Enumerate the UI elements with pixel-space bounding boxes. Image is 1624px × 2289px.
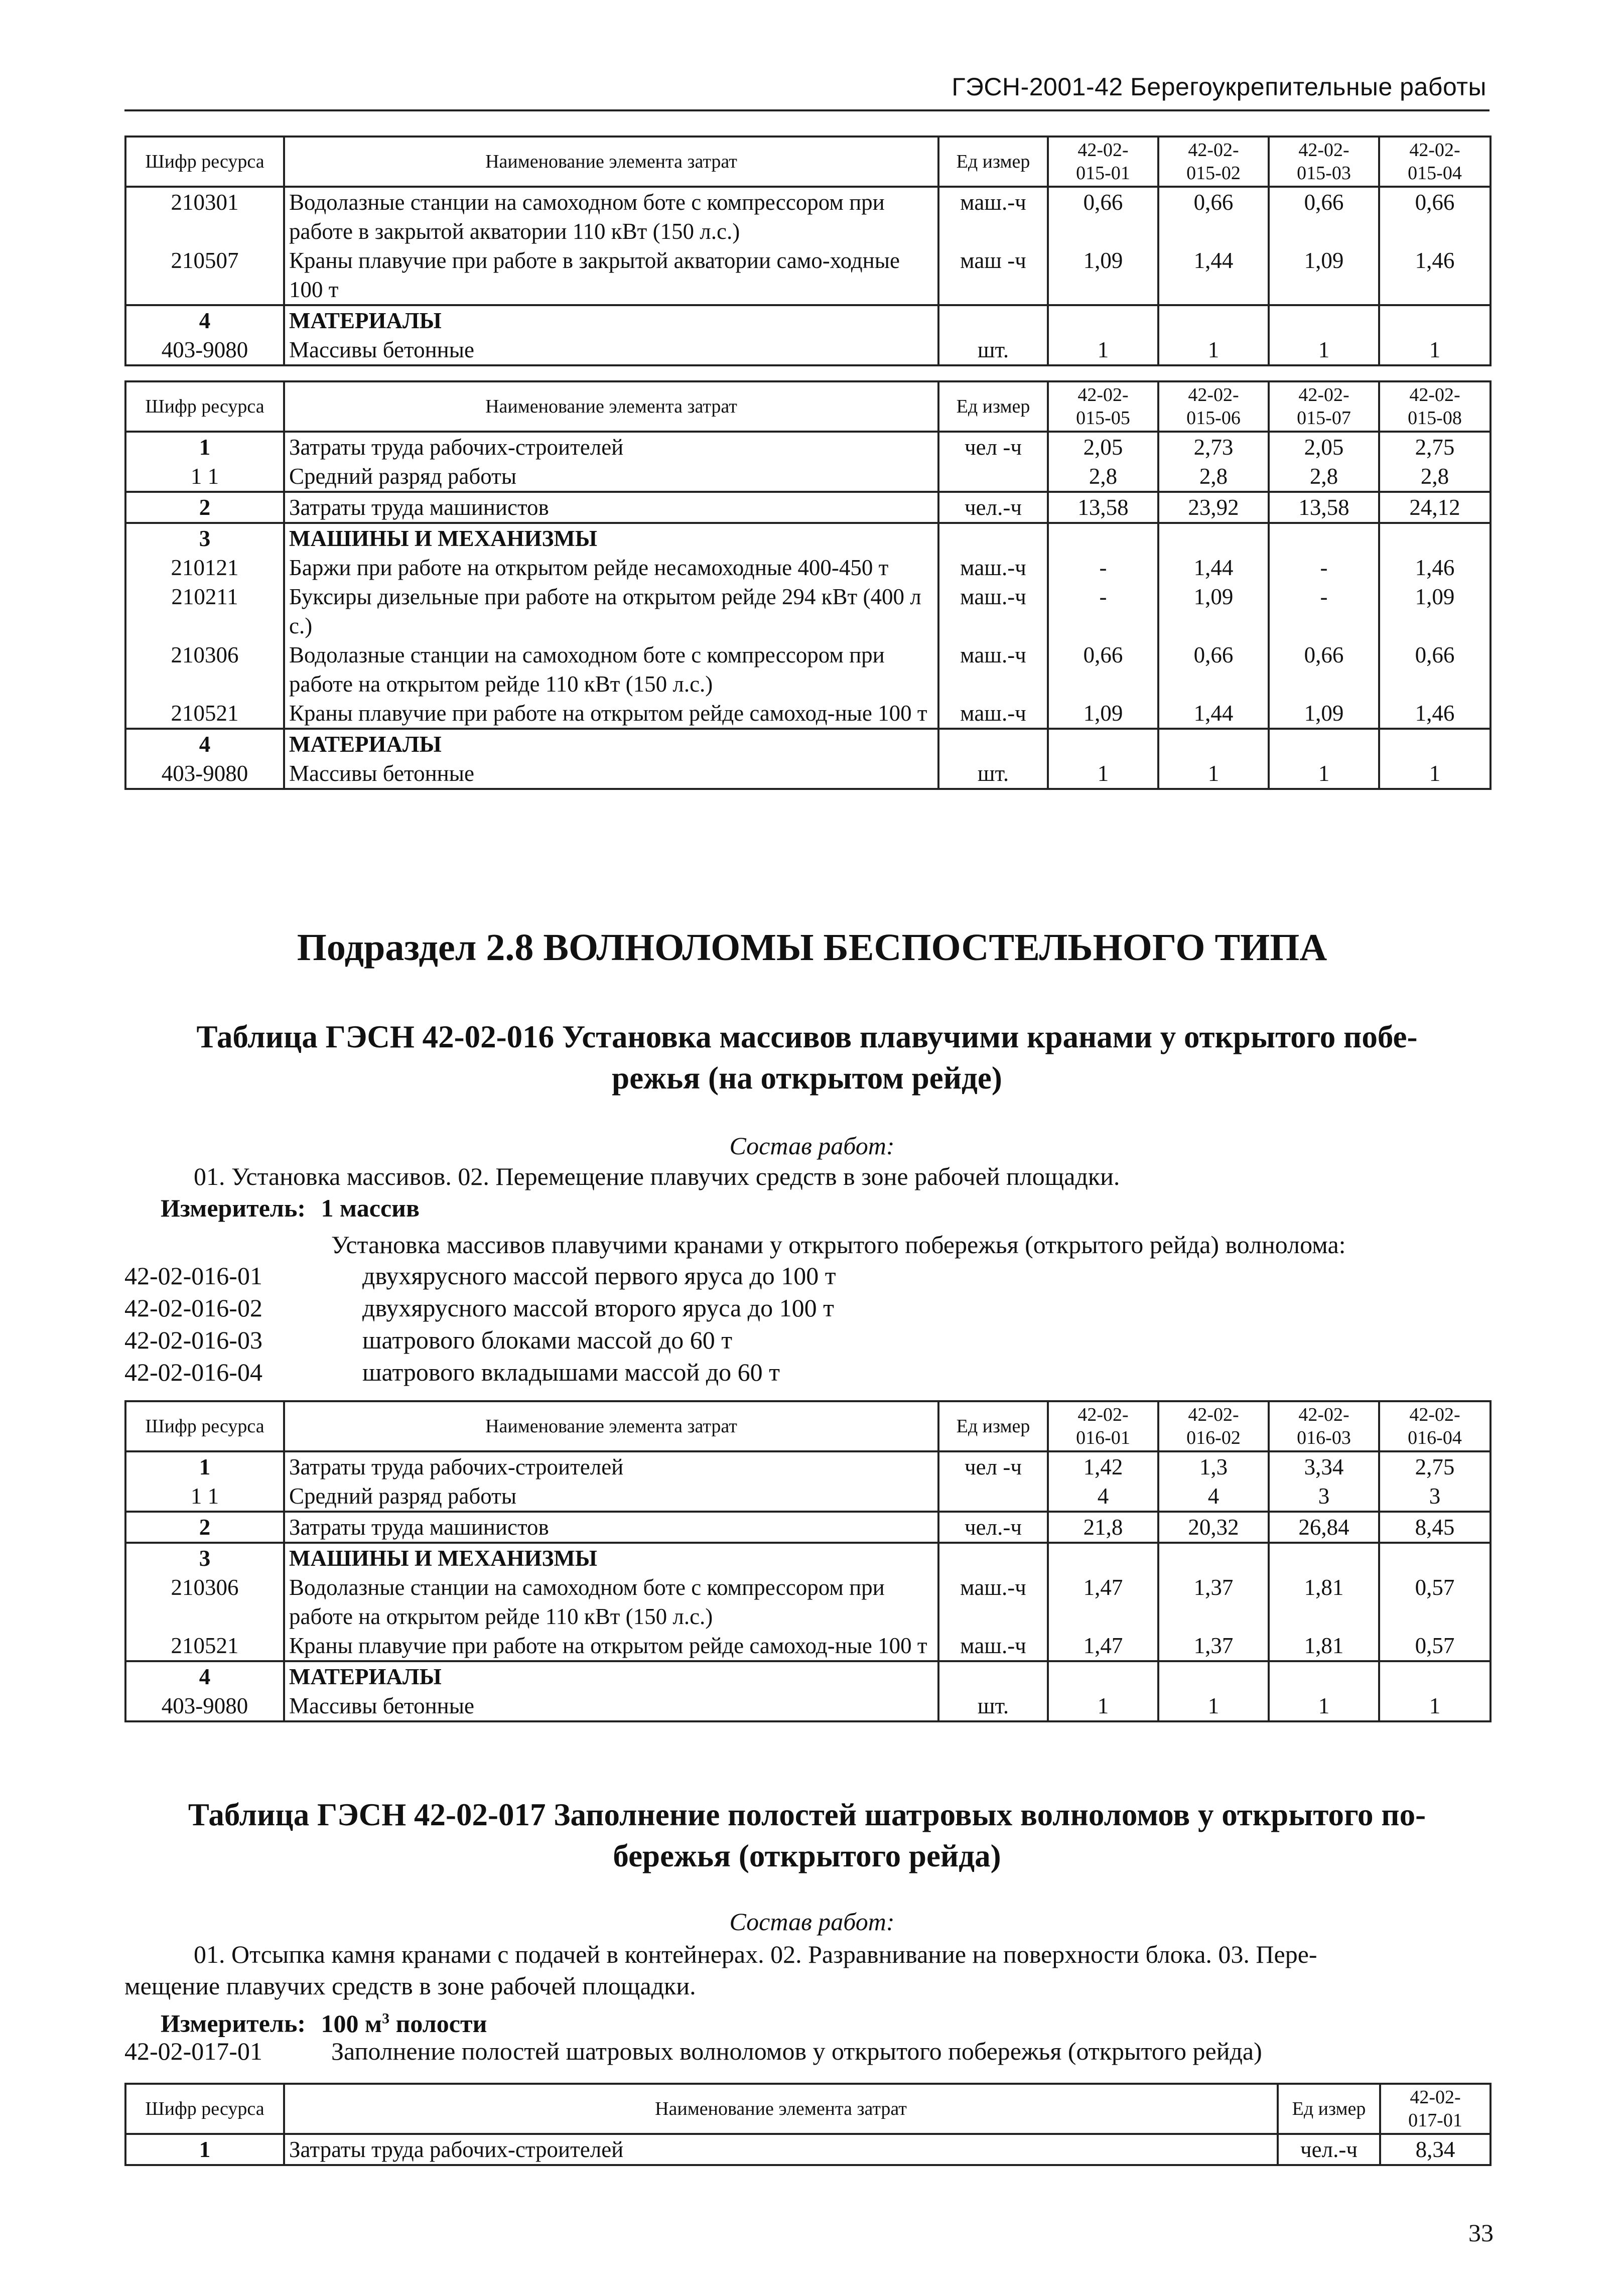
cell-name: МАТЕРИАЛЫ bbox=[284, 305, 938, 335]
cell-code: 4 bbox=[125, 729, 284, 759]
item-code: 42-02-016-04 bbox=[124, 1358, 262, 1386]
cell-value: - bbox=[1048, 582, 1158, 640]
cell-name: Водолазные станции на самоходном боте с компрессором при работе в закрытой акватории 110 кВт (150 л.с.) bbox=[284, 187, 938, 246]
cell-value bbox=[1269, 1661, 1379, 1691]
cell-unit: маш.-ч bbox=[938, 582, 1048, 640]
cell-value: 1,44 bbox=[1158, 246, 1269, 305]
cell-value: 1,44 bbox=[1158, 553, 1269, 582]
cell-code: 3 bbox=[125, 1543, 284, 1573]
cell-unit: чел -ч bbox=[938, 1451, 1048, 1482]
cell-unit: чел -ч bbox=[938, 432, 1048, 462]
table-016 bbox=[124, 1400, 1492, 1722]
table-row bbox=[125, 246, 1491, 305]
cell-unit: маш.-ч bbox=[938, 1573, 1048, 1631]
cell-value: 1,46 bbox=[1379, 553, 1491, 582]
cell-value: 2,75 bbox=[1379, 432, 1491, 462]
cell-code: 210121 bbox=[125, 553, 284, 582]
cell-code: 210507 bbox=[125, 246, 284, 305]
cell-value: 1 bbox=[1158, 1691, 1269, 1721]
cell-value: 8,34 bbox=[1380, 2134, 1491, 2165]
cell-value: 2,73 bbox=[1158, 432, 1269, 462]
cell-unit: маш.-ч bbox=[938, 699, 1048, 729]
cell-value: 1,81 bbox=[1269, 1631, 1379, 1661]
cell-unit bbox=[938, 305, 1048, 335]
meter-value: 1 массив bbox=[321, 1194, 420, 1222]
cell-value bbox=[1379, 1543, 1491, 1573]
cell-value: 20,32 bbox=[1158, 1512, 1269, 1543]
cell-name: Водолазные станции на самоходном боте с компрессором при работе на открытом рейде 110 кВт (150 л.с.) bbox=[284, 1573, 938, 1631]
cell-code: 4 bbox=[125, 1661, 284, 1691]
page-header bbox=[124, 69, 1490, 111]
meter-value bbox=[321, 2009, 487, 2038]
intro-line: Установка массивов плавучими кранами у открытого побережья (открытого рейда) волнолома: bbox=[331, 1231, 1346, 1259]
cell-value bbox=[1269, 305, 1379, 335]
table-016-title-line1: Таблица ГЭСН 42-02-016 Установка массивов плавучими кранами у открытого побе- bbox=[196, 1019, 1418, 1054]
page-number: 33 bbox=[1468, 2219, 1494, 2247]
cell-code: 1 1 bbox=[125, 462, 284, 492]
cell-value: 1,47 bbox=[1048, 1631, 1158, 1661]
cell-value: 1,81 bbox=[1269, 1573, 1379, 1631]
cell-value bbox=[1269, 1543, 1379, 1573]
composition-label: Состав работ: bbox=[729, 1908, 895, 1936]
cell-value: 1,47 bbox=[1048, 1573, 1158, 1631]
meter-label: Измеритель: bbox=[161, 2009, 306, 2038]
cell-value: 0,66 bbox=[1269, 187, 1379, 246]
table-row bbox=[125, 699, 1491, 729]
item-code: 42-02-016-01 bbox=[124, 1262, 262, 1290]
cell-name: Затраты труда рабочих-строителей bbox=[284, 432, 938, 462]
cell-value: 2,75 bbox=[1379, 1451, 1491, 1482]
cell-value: 1 bbox=[1048, 335, 1158, 365]
meter-value-prefix: 100 м bbox=[321, 2009, 382, 2038]
col-4-header: 42-02- 015-04 bbox=[1379, 137, 1491, 187]
col-code-header: Шифр ресурса bbox=[125, 1401, 284, 1451]
cell-value: 8,45 bbox=[1379, 1512, 1491, 1543]
cell-unit bbox=[938, 1543, 1048, 1573]
col-2-header: 42-02- 016-02 bbox=[1158, 1401, 1269, 1451]
cell-value bbox=[1269, 729, 1379, 759]
item-code: 42-02-016-02 bbox=[124, 1294, 262, 1322]
cell-unit: маш.-ч bbox=[938, 1631, 1048, 1661]
cell-value: 24,12 bbox=[1379, 492, 1491, 523]
cell-unit: чел.-ч bbox=[938, 1512, 1048, 1543]
cell-unit: чел.-ч bbox=[1278, 2134, 1380, 2165]
cell-value: 1 bbox=[1379, 335, 1491, 365]
cell-code: 210521 bbox=[125, 1631, 284, 1661]
item-code: 42-02-017-01 bbox=[124, 2037, 262, 2065]
table-row bbox=[125, 523, 1491, 553]
cell-unit: шт. bbox=[938, 335, 1048, 365]
cell-value bbox=[1158, 1661, 1269, 1691]
cell-value bbox=[1379, 729, 1491, 759]
table-row bbox=[125, 1451, 1491, 1482]
cell-value: 1 bbox=[1269, 1691, 1379, 1721]
col-unit-header: Ед измер bbox=[1278, 2084, 1380, 2134]
cell-value: 1 bbox=[1269, 335, 1379, 365]
cell-code: 403-9080 bbox=[125, 759, 284, 789]
col-4-header: 42-02- 015-08 bbox=[1379, 381, 1491, 432]
cell-value bbox=[1269, 523, 1379, 553]
cell-name: Краны плавучие при работе на открытом рейде самоход-ные 100 т bbox=[284, 1631, 938, 1661]
cell-value: 1,09 bbox=[1048, 246, 1158, 305]
col-code-header: Шифр ресурса bbox=[125, 381, 284, 432]
cell-value: 1,09 bbox=[1158, 582, 1269, 640]
table-row bbox=[125, 432, 1491, 462]
table-017 bbox=[124, 2083, 1492, 2166]
col-code-header: Шифр ресурса bbox=[125, 2084, 284, 2134]
meter-value-suffix: полости bbox=[389, 2009, 487, 2038]
col-1-header: 42-02- 016-01 bbox=[1048, 1401, 1158, 1451]
item-text: двухярусного массой первого яруса до 100 т bbox=[362, 1262, 836, 1290]
cell-code: 1 bbox=[125, 2134, 284, 2165]
cell-value: 0,66 bbox=[1048, 640, 1158, 699]
cell-value bbox=[1158, 729, 1269, 759]
cell-value: 4 bbox=[1048, 1482, 1158, 1512]
cell-value: 1 bbox=[1269, 759, 1379, 789]
meter-value-sup: 3 bbox=[382, 2010, 390, 2027]
cell-value: 1,09 bbox=[1269, 699, 1379, 729]
col-unit-header: Ед измер bbox=[938, 1401, 1048, 1451]
cell-code: 2 bbox=[125, 1512, 284, 1543]
section-title: Подраздел 2.8 ВОЛНОЛОМЫ БЕСПОСТЕЛЬНОГО ТИПА bbox=[297, 926, 1327, 969]
composition-text-line1: 01. Отсыпка камня кранами с подачей в контейнерах. 02. Разравнивание на поверхности блока. 03. Пере- bbox=[194, 1940, 1317, 1968]
table-015a bbox=[124, 136, 1492, 366]
cell-unit bbox=[938, 1482, 1048, 1512]
table-row bbox=[125, 729, 1491, 759]
cell-name: МАШИНЫ И МЕХАНИЗМЫ bbox=[284, 523, 938, 553]
cell-value: 1 bbox=[1379, 759, 1491, 789]
cell-value: - bbox=[1269, 582, 1379, 640]
cell-value: 1,37 bbox=[1158, 1573, 1269, 1631]
cell-value: 1 bbox=[1158, 759, 1269, 789]
cell-value: 4 bbox=[1158, 1482, 1269, 1512]
cell-value: 2,8 bbox=[1379, 462, 1491, 492]
cell-value: 1 bbox=[1158, 335, 1269, 365]
cell-value: 1 bbox=[1048, 1691, 1158, 1721]
cell-code: 210306 bbox=[125, 1573, 284, 1631]
cell-unit bbox=[938, 729, 1048, 759]
cell-code: 3 bbox=[125, 523, 284, 553]
cell-value: 3 bbox=[1379, 1482, 1491, 1512]
table-row bbox=[125, 1573, 1491, 1631]
cell-name: Средний разряд работы bbox=[284, 462, 938, 492]
table-017-title-line2: бережья (открытого рейда) bbox=[613, 1838, 1001, 1873]
cell-value bbox=[1048, 523, 1158, 553]
cell-value: 0,66 bbox=[1048, 187, 1158, 246]
cell-value: 21,8 bbox=[1048, 1512, 1158, 1543]
cell-value: 0,66 bbox=[1158, 187, 1269, 246]
cell-value: 1 bbox=[1048, 759, 1158, 789]
table-017-title-line1: Таблица ГЭСН 42-02-017 Заполнение полостей шатровых волноломов у открытого по- bbox=[188, 1797, 1426, 1832]
cell-code: 210521 bbox=[125, 699, 284, 729]
cell-name: Массивы бетонные bbox=[284, 335, 938, 365]
table-row bbox=[125, 759, 1491, 789]
cell-value: 3 bbox=[1269, 1482, 1379, 1512]
cell-value: 13,58 bbox=[1269, 492, 1379, 523]
cell-name: Массивы бетонные bbox=[284, 759, 938, 789]
cell-value: 1,09 bbox=[1379, 582, 1491, 640]
cell-name: Массивы бетонные bbox=[284, 1691, 938, 1721]
cell-name: Краны плавучие при работе в закрытой акватории само-ходные 100 т bbox=[284, 246, 938, 305]
cell-value: 0,66 bbox=[1379, 640, 1491, 699]
cell-unit: шт. bbox=[938, 1691, 1048, 1721]
table-row bbox=[125, 1543, 1491, 1573]
cell-code: 403-9080 bbox=[125, 335, 284, 365]
table-row bbox=[125, 553, 1491, 582]
table-016-title-line2: режья (на открытом рейде) bbox=[612, 1060, 1002, 1096]
table-row bbox=[125, 582, 1491, 640]
composition-text: 01. Установка массивов. 02. Перемещение плавучих средств в зоне рабочей площадки. bbox=[194, 1162, 1120, 1190]
item-code: 42-02-016-03 bbox=[124, 1326, 262, 1354]
cell-value: 2,05 bbox=[1269, 432, 1379, 462]
cell-code: 2 bbox=[125, 492, 284, 523]
cell-unit: шт. bbox=[938, 759, 1048, 789]
item-text: шатрового вкладышами массой до 60 т bbox=[362, 1358, 780, 1386]
col-3-header: 42-02- 015-07 bbox=[1269, 381, 1379, 432]
cell-name: МАТЕРИАЛЫ bbox=[284, 1661, 938, 1691]
cell-name: Затраты труда рабочих-строителей bbox=[284, 2134, 1278, 2165]
table-row bbox=[125, 2134, 1491, 2165]
cell-value bbox=[1048, 1543, 1158, 1573]
cell-value: 2,8 bbox=[1048, 462, 1158, 492]
cell-value: 1,37 bbox=[1158, 1631, 1269, 1661]
cell-unit bbox=[938, 523, 1048, 553]
cell-value: 1,09 bbox=[1048, 699, 1158, 729]
cell-code: 210211 bbox=[125, 582, 284, 640]
cell-value: 1,42 bbox=[1048, 1451, 1158, 1482]
cell-name: МАТЕРИАЛЫ bbox=[284, 729, 938, 759]
table-row bbox=[125, 640, 1491, 699]
cell-code: 403-9080 bbox=[125, 1691, 284, 1721]
col-unit-header: Ед измер bbox=[938, 381, 1048, 432]
cell-value: 1,46 bbox=[1379, 699, 1491, 729]
item-text: Заполнение полостей шатровых волноломов у открытого побережья (открытого рейда) bbox=[331, 2037, 1262, 2065]
cell-unit: маш.-ч bbox=[938, 553, 1048, 582]
cell-code: 1 bbox=[125, 432, 284, 462]
cell-name: МАШИНЫ И МЕХАНИЗМЫ bbox=[284, 1543, 938, 1573]
item-text: двухярусного массой второго яруса до 100 т bbox=[362, 1294, 834, 1322]
cell-unit: маш.-ч bbox=[938, 640, 1048, 699]
cell-unit: чел.-ч bbox=[938, 492, 1048, 523]
cell-value: 1,09 bbox=[1269, 246, 1379, 305]
table-row bbox=[125, 305, 1491, 335]
col-name-header: Наименование элемента затрат bbox=[284, 1401, 938, 1451]
cell-name: Затраты труда машинистов bbox=[284, 1512, 938, 1543]
cell-value: 2,8 bbox=[1269, 462, 1379, 492]
cell-value: 2,8 bbox=[1158, 462, 1269, 492]
cell-code: 210306 bbox=[125, 640, 284, 699]
cell-value: 1,3 bbox=[1158, 1451, 1269, 1482]
cell-value bbox=[1379, 305, 1491, 335]
cell-name: Средний разряд работы bbox=[284, 1482, 938, 1512]
cell-value: 0,66 bbox=[1158, 640, 1269, 699]
cell-value: 13,58 bbox=[1048, 492, 1158, 523]
col-3-header: 42-02- 015-03 bbox=[1269, 137, 1379, 187]
composition-label: Состав работ: bbox=[729, 1132, 895, 1160]
cell-name: Водолазные станции на самоходном боте с компрессором при работе на открытом рейде 110 кВт (150 л.с.) bbox=[284, 640, 938, 699]
cell-name: Краны плавучие при работе на открытом рейде самоход-ные 100 т bbox=[284, 699, 938, 729]
cell-value: 3,34 bbox=[1269, 1451, 1379, 1482]
table-row bbox=[125, 335, 1491, 365]
table-015b bbox=[124, 380, 1492, 790]
header-title: ГЭСН-2001-42 Берегоукрепительные работы bbox=[952, 73, 1486, 101]
meter-line bbox=[161, 2002, 487, 2040]
table-row bbox=[125, 492, 1491, 523]
col-code-header: Шифр ресурса bbox=[125, 137, 284, 187]
col-2-header: 42-02- 015-06 bbox=[1158, 381, 1269, 432]
cell-value bbox=[1158, 523, 1269, 553]
table-row bbox=[125, 187, 1491, 246]
col-2-header: 42-02- 015-02 bbox=[1158, 137, 1269, 187]
cell-unit: маш.-ч bbox=[938, 187, 1048, 246]
table-row bbox=[125, 462, 1491, 492]
cell-value: 1,46 bbox=[1379, 246, 1491, 305]
cell-code: 1 1 bbox=[125, 1482, 284, 1512]
table-row bbox=[125, 1482, 1491, 1512]
cell-value bbox=[1158, 305, 1269, 335]
col-4-header: 42-02- 016-04 bbox=[1379, 1401, 1491, 1451]
cell-name: Затраты труда машинистов bbox=[284, 492, 938, 523]
table-row bbox=[125, 1631, 1491, 1661]
col-name-header: Наименование элемента затрат bbox=[284, 137, 938, 187]
cell-code: 210301 bbox=[125, 187, 284, 246]
cell-value bbox=[1158, 1543, 1269, 1573]
col-3-header: 42-02- 016-03 bbox=[1269, 1401, 1379, 1451]
composition-text-line2: мещение плавучих средств в зоне рабочей площадки. bbox=[124, 1972, 696, 2000]
item-text: шатрового блоками массой до 60 т bbox=[362, 1326, 733, 1354]
col-1-header: 42-02- 015-01 bbox=[1048, 137, 1158, 187]
cell-value: - bbox=[1048, 553, 1158, 582]
col-unit-header: Ед измер bbox=[938, 137, 1048, 187]
cell-value: 26,84 bbox=[1269, 1512, 1379, 1543]
cell-unit bbox=[938, 462, 1048, 492]
cell-value bbox=[1048, 305, 1158, 335]
cell-name: Баржи при работе на открытом рейде несамоходные 400-450 т bbox=[284, 553, 938, 582]
cell-value bbox=[1048, 729, 1158, 759]
table-row bbox=[125, 1691, 1491, 1721]
cell-value bbox=[1379, 523, 1491, 553]
cell-value bbox=[1379, 1661, 1491, 1691]
cell-value: - bbox=[1269, 553, 1379, 582]
col-name-header: Наименование элемента затрат bbox=[284, 381, 938, 432]
cell-value: 0,66 bbox=[1269, 640, 1379, 699]
cell-value: 23,92 bbox=[1158, 492, 1269, 523]
cell-value bbox=[1048, 1661, 1158, 1691]
cell-value: 0,57 bbox=[1379, 1573, 1491, 1631]
cell-value: 0,57 bbox=[1379, 1631, 1491, 1661]
cell-value: 2,05 bbox=[1048, 432, 1158, 462]
cell-value: 0,66 bbox=[1379, 187, 1491, 246]
cell-name: Затраты труда рабочих-строителей bbox=[284, 1451, 938, 1482]
table-row bbox=[125, 1512, 1491, 1543]
cell-value: 1 bbox=[1379, 1691, 1491, 1721]
cell-code: 1 bbox=[125, 1451, 284, 1482]
col-name-header: Наименование элемента затрат bbox=[284, 2084, 1278, 2134]
meter-line bbox=[161, 1192, 420, 1224]
cell-unit bbox=[938, 1661, 1048, 1691]
cell-name: Буксиры дизельные при работе на открытом рейде 294 кВт (400 л с.) bbox=[284, 582, 938, 640]
col-1-header: 42-02- 017-01 bbox=[1380, 2084, 1491, 2134]
col-1-header: 42-02- 015-05 bbox=[1048, 381, 1158, 432]
cell-unit: маш -ч bbox=[938, 246, 1048, 305]
meter-label: Измеритель: bbox=[161, 1194, 306, 1222]
table-row bbox=[125, 1661, 1491, 1691]
cell-code: 4 bbox=[125, 305, 284, 335]
cell-value: 1,44 bbox=[1158, 699, 1269, 729]
